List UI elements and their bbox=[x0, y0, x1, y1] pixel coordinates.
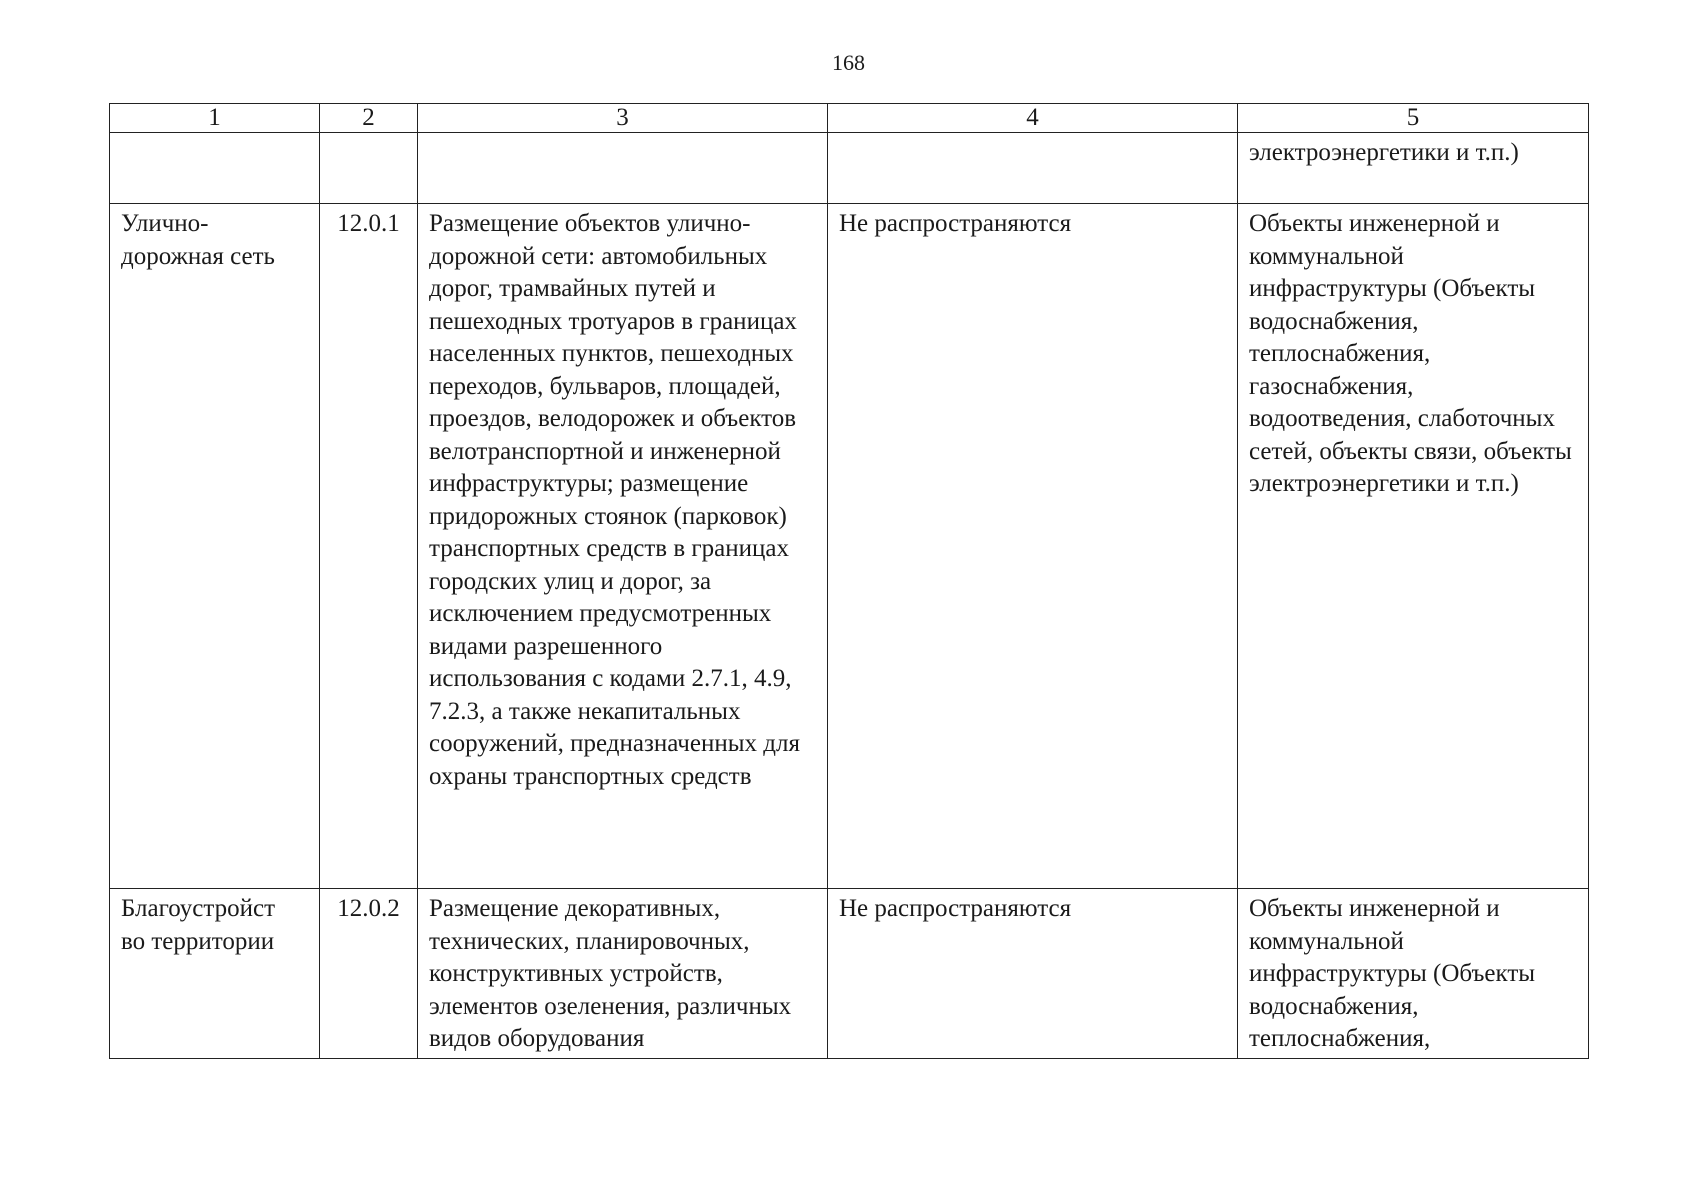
header-cell: 2 bbox=[320, 104, 418, 133]
header-cell: 1 bbox=[110, 104, 320, 133]
use-type-objects: Объекты инженерной и коммунальной инфраструктуры (Объекты водоснабжения, теплоснабжения, bbox=[1238, 889, 1589, 1059]
continuation-cell bbox=[418, 133, 828, 204]
use-type-restrictions: Не распространяются bbox=[828, 204, 1238, 889]
use-type-description: Размещение декоративных, технических, планировочных, конструктивных устройств, элементов озеленения, различных видов оборудования bbox=[418, 889, 828, 1059]
regulations-table bbox=[109, 103, 1589, 1059]
table-row bbox=[110, 889, 1589, 1059]
header-cell: 5 bbox=[1238, 104, 1589, 133]
use-type-code: 12.0.1 bbox=[320, 204, 418, 889]
header-cell: 3 bbox=[418, 104, 828, 133]
use-type-name: Улично- дорожная сеть bbox=[110, 204, 320, 889]
use-type-description: Размещение объектов улично-дорожной сети: автомобильных дорог, трамвайных путей и пешеходных тротуаров в границах населенных пунктов, пешеходных переходов, бульваров, площадей, проездов, велодорожек и объектов велотранспортной и инженерной инфраструктуры; размещение придорожных стоянок (парковок) транспортных средств в границах городских улиц и дорог, за исключением предусмотренных видами разрешенного использования с кодами 2.7.1, 4.9, 7.2.3, а также некапитальных сооружений, предназначенных для охраны транспортных средств bbox=[418, 204, 828, 889]
continuation-cell bbox=[320, 133, 418, 204]
use-type-code: 12.0.2 bbox=[320, 889, 418, 1059]
use-type-name: Благоустройст во территории bbox=[110, 889, 320, 1059]
continuation-cell bbox=[110, 133, 320, 204]
continuation-cell: электроэнергетики и т.п.) bbox=[1238, 133, 1589, 204]
use-type-restrictions: Не распространяются bbox=[828, 889, 1238, 1059]
table-row bbox=[110, 204, 1589, 889]
header-cell: 4 bbox=[828, 104, 1238, 133]
continuation-row bbox=[110, 133, 1589, 204]
use-type-objects: Объекты инженерной и коммунальной инфраструктуры (Объекты водоснабжения, теплоснабжения, газоснабжения, водоотведения, слаботочных сетей, объекты связи, объекты электроэнергетики и т.п.) bbox=[1238, 204, 1589, 889]
page-number: 168 bbox=[832, 50, 865, 75]
table-header-row bbox=[110, 104, 1589, 133]
continuation-cell bbox=[828, 133, 1238, 204]
